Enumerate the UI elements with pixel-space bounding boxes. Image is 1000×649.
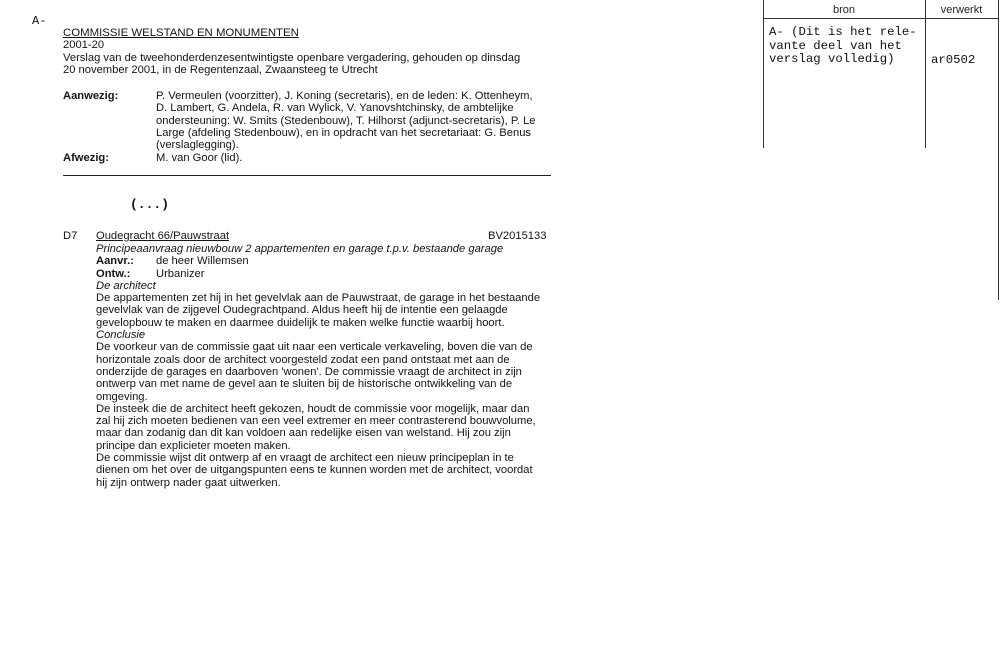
bron-note-line: A- (Dit is het rele- xyxy=(769,25,917,39)
architect-line: gevelopbouw te maken en daarmee duidelijk te maken welke functie waarbij hoort. xyxy=(96,316,505,329)
omission-marker: (...) xyxy=(130,197,170,212)
conclusion-heading: Conclusie xyxy=(96,329,146,342)
conclusion-line: principe dan explicieter moeten maken. xyxy=(96,439,291,452)
conclusion-line: De insteek die de architect heeft gekozen, houdt de commissie voor mogelijk, maar dan xyxy=(96,402,530,415)
absent-value: M. van Goor (lid). xyxy=(156,152,243,164)
verwerkt-value: ar0502 xyxy=(931,53,976,67)
present-label: Aanwezig: xyxy=(63,90,119,102)
org-title: COMMISSIE WELSTAND EN MONUMENTEN xyxy=(63,27,299,39)
present-line: (verslaglegging). xyxy=(156,139,239,152)
item-body xyxy=(96,243,556,489)
applicant-value: de heer Willemsen xyxy=(156,255,249,268)
conclusion-line: onderzijde de garages en daarboven 'wonen'. De commissie vraagt de architect in zijn xyxy=(96,365,522,378)
applicant-label: Aanvr.: xyxy=(96,255,134,268)
conclusion-line: zal hij zich moeten bedienen van een veel extremer en meer contrasterend bouwvolume, xyxy=(96,415,536,428)
bron-note xyxy=(769,26,925,67)
applicant-row xyxy=(96,255,556,267)
architect-line: De appartementen zet hij in het gevelvlak aan de Pauwstraat, de garage in het bestaande xyxy=(96,292,541,305)
conclusion-line: De voorkeur van de commissie gaat uit naar een verticale verkaveling, boven die van de xyxy=(96,341,533,354)
absent-label: Afwezig: xyxy=(63,152,109,164)
designer-label: Ontw.: xyxy=(96,267,131,280)
present-list xyxy=(156,90,556,151)
architect-line: gevelvlak van de zijgevel Oudegrachtpand. Aldus heeft hij de intentie een gelaagde xyxy=(96,304,508,317)
page-marker: A- xyxy=(32,14,47,28)
item-code: BV2015133 xyxy=(488,230,547,242)
architect-heading: De architect xyxy=(96,279,156,292)
conclusion-line: ontwerp van met name de gevel aan te sluiten bij de historische ontwikkeling van de xyxy=(96,378,513,391)
report-header xyxy=(63,27,583,76)
bron-note-line: verslag volledig) xyxy=(769,52,895,66)
table-border-right xyxy=(998,0,999,300)
present-line: P. Vermeulen (voorzitter), J. Koning (secretaris), en de leden: K. Ottenheym, xyxy=(156,90,533,102)
column-header-bron: bron xyxy=(832,4,856,16)
meeting-number: 2001-20 xyxy=(63,39,105,52)
table-border-left xyxy=(763,0,764,148)
conclusion-line: horizontale zoals door de architect voorgesteld zodat een pand ontstaat met aan de xyxy=(96,353,510,366)
item-title: Oudegracht 66/Pauwstraat xyxy=(96,230,230,242)
item-subtitle: Principeaanvraag nieuwbouw 2 appartementen en garage t.p.v. bestaande garage xyxy=(96,243,504,255)
designer-row xyxy=(96,268,556,280)
present-line: D. Lambert, G. Andela, R. van Wylick, V. Yanovshtchinsky, de ambtelijke xyxy=(156,102,514,115)
conclusion-line: hij zijn ontwerp nader gaat uitwerken. xyxy=(96,476,281,489)
column-header-verwerkt: verwerkt xyxy=(940,4,983,16)
bron-note-line: vante deel van het xyxy=(769,38,902,53)
item-id: D7 xyxy=(63,230,78,242)
report-line: 20 november 2001, in de Regentenzaal, Zwaansteeg te Utrecht xyxy=(63,63,378,76)
report-line: Verslag van de tweehonderdenzesentwintigste openbare vergadering, gehouden op dinsdag xyxy=(63,51,521,64)
conclusion-line: dienen om het over de uitgangspunten eens te kunnen worden met de architect, voordat xyxy=(96,464,533,477)
present-line: ondersteuning: W. Smits (Stedenbouw), T. Hilhorst (adjunct-secretaris), P. Le xyxy=(156,114,536,127)
conclusion-line: De commissie wijst dit ontwerp af en vraagt de architect een nieuw principeplan in te xyxy=(96,452,514,465)
table-header-rule xyxy=(763,18,999,19)
section-divider xyxy=(63,175,551,176)
conclusion-line: maar dan zodanig dan dit kan voldoen aan redelijke eisen van welstand. Hij zou zijn xyxy=(96,427,511,440)
table-column-divider xyxy=(925,0,926,148)
conclusion-line: omgeving. xyxy=(96,390,148,403)
designer-value: Urbanizer xyxy=(156,267,205,280)
present-line: Large (afdeling Stedenbouw), en in opdracht van het secretariaat: G. Benus xyxy=(156,126,532,139)
